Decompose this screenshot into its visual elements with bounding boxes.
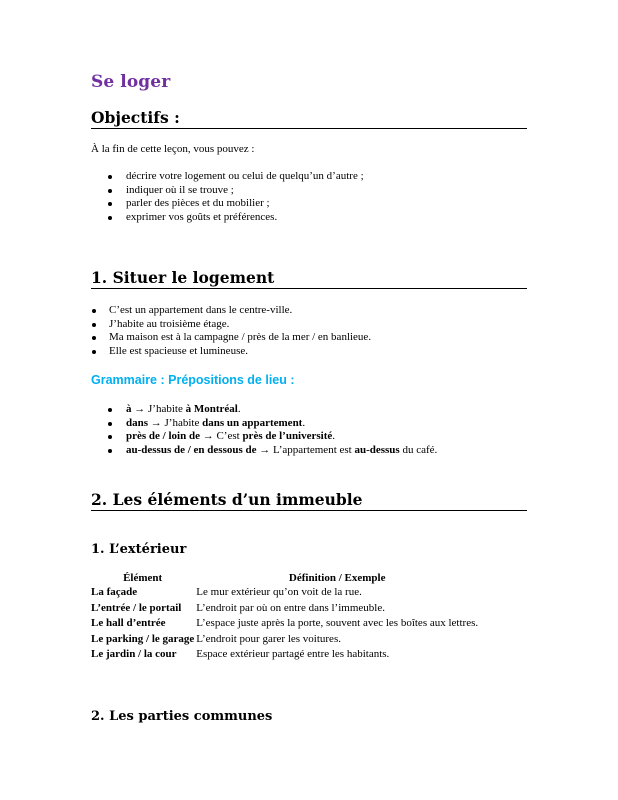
list-item: C’est un appartement dans le centre-ville. — [109, 304, 371, 318]
bullet-icon — [108, 449, 112, 453]
list-item: à → J’habite à Montréal. — [126, 403, 437, 417]
table-row — [90, 632, 479, 648]
section1-list — [109, 304, 371, 358]
definition-cell: Espace extérieur partagé entre les habitants. — [196, 648, 390, 660]
list-item: Ma maison est à la campagne / près de la mer / en banlieue. — [109, 331, 371, 345]
list-item: indiquer où il se trouve ; — [126, 184, 364, 198]
list-item: parler des pièces et du mobilier ; — [126, 197, 364, 211]
bullet-icon — [108, 422, 112, 426]
objectifs-intro: À la fin de cette leçon, vous pouvez : — [91, 143, 255, 155]
column-header-element: Élément — [123, 572, 163, 584]
table-row — [90, 647, 479, 663]
exterieur-table — [90, 571, 479, 663]
list-item: décrire votre logement ou celui de quelqu’un d’autre ; — [126, 170, 364, 184]
list-item: près de / loin de → C’est près de l’université. — [126, 430, 437, 444]
objectifs-heading: Objectifs : — [91, 108, 527, 129]
list-item: Elle est spacieuse et lumineuse. — [109, 345, 371, 359]
definition-cell: Le mur extérieur qu’on voit de la rue. — [196, 586, 362, 598]
definition-cell: L’endroit par où on entre dans l’immeuble. — [196, 601, 385, 614]
bullet-icon — [108, 175, 112, 179]
definition-cell: L’endroit pour garer les voitures. — [196, 632, 341, 645]
grammar-list — [126, 403, 437, 457]
list-item: J’habite au troisième étage. — [109, 318, 371, 332]
list-item: exprimer vos goûts et préférences. — [126, 211, 364, 225]
bullet-icon — [92, 350, 96, 354]
bullet-icon — [92, 309, 96, 313]
bullet-icon — [92, 323, 96, 327]
term-cell: Le parking / le garage — [91, 632, 195, 645]
grammar-heading: Grammaire : Prépositions de lieu : — [91, 373, 295, 387]
list-item: au-dessus de / en dessous de → L’appartement est au-dessus du café. — [126, 444, 437, 458]
bullet-icon — [92, 336, 96, 340]
definition-cell: L’espace juste après la porte, souvent avec les boîtes aux lettres. — [196, 617, 479, 629]
table-row — [90, 601, 479, 617]
term-cell: La façade — [91, 586, 138, 598]
term-cell: Le hall d’entrée — [91, 617, 166, 629]
term-cell: L’entrée / le portail — [91, 601, 182, 614]
table-row — [90, 616, 479, 632]
bullet-icon — [108, 216, 112, 220]
objectifs-list — [126, 170, 364, 224]
column-header-definition: Définition / Exemple — [288, 572, 386, 584]
list-item: dans → J’habite dans un appartement. — [126, 417, 437, 431]
subsection-exterieur: 1. L’extérieur — [91, 542, 187, 557]
page-title: Se loger — [91, 72, 171, 92]
term-cell: Le jardin / la cour — [91, 648, 177, 660]
table-header-row — [90, 571, 479, 585]
section2-heading: 2. Les éléments d’un immeuble — [91, 490, 527, 511]
subsection-parties-communes: 2. Les parties communes — [91, 709, 273, 724]
bullet-icon — [108, 189, 112, 193]
table-row — [90, 585, 479, 601]
bullet-icon — [108, 202, 112, 206]
bullet-icon — [108, 435, 112, 439]
section1-heading: 1. Situer le logement — [91, 268, 527, 289]
bullet-icon — [108, 408, 112, 412]
